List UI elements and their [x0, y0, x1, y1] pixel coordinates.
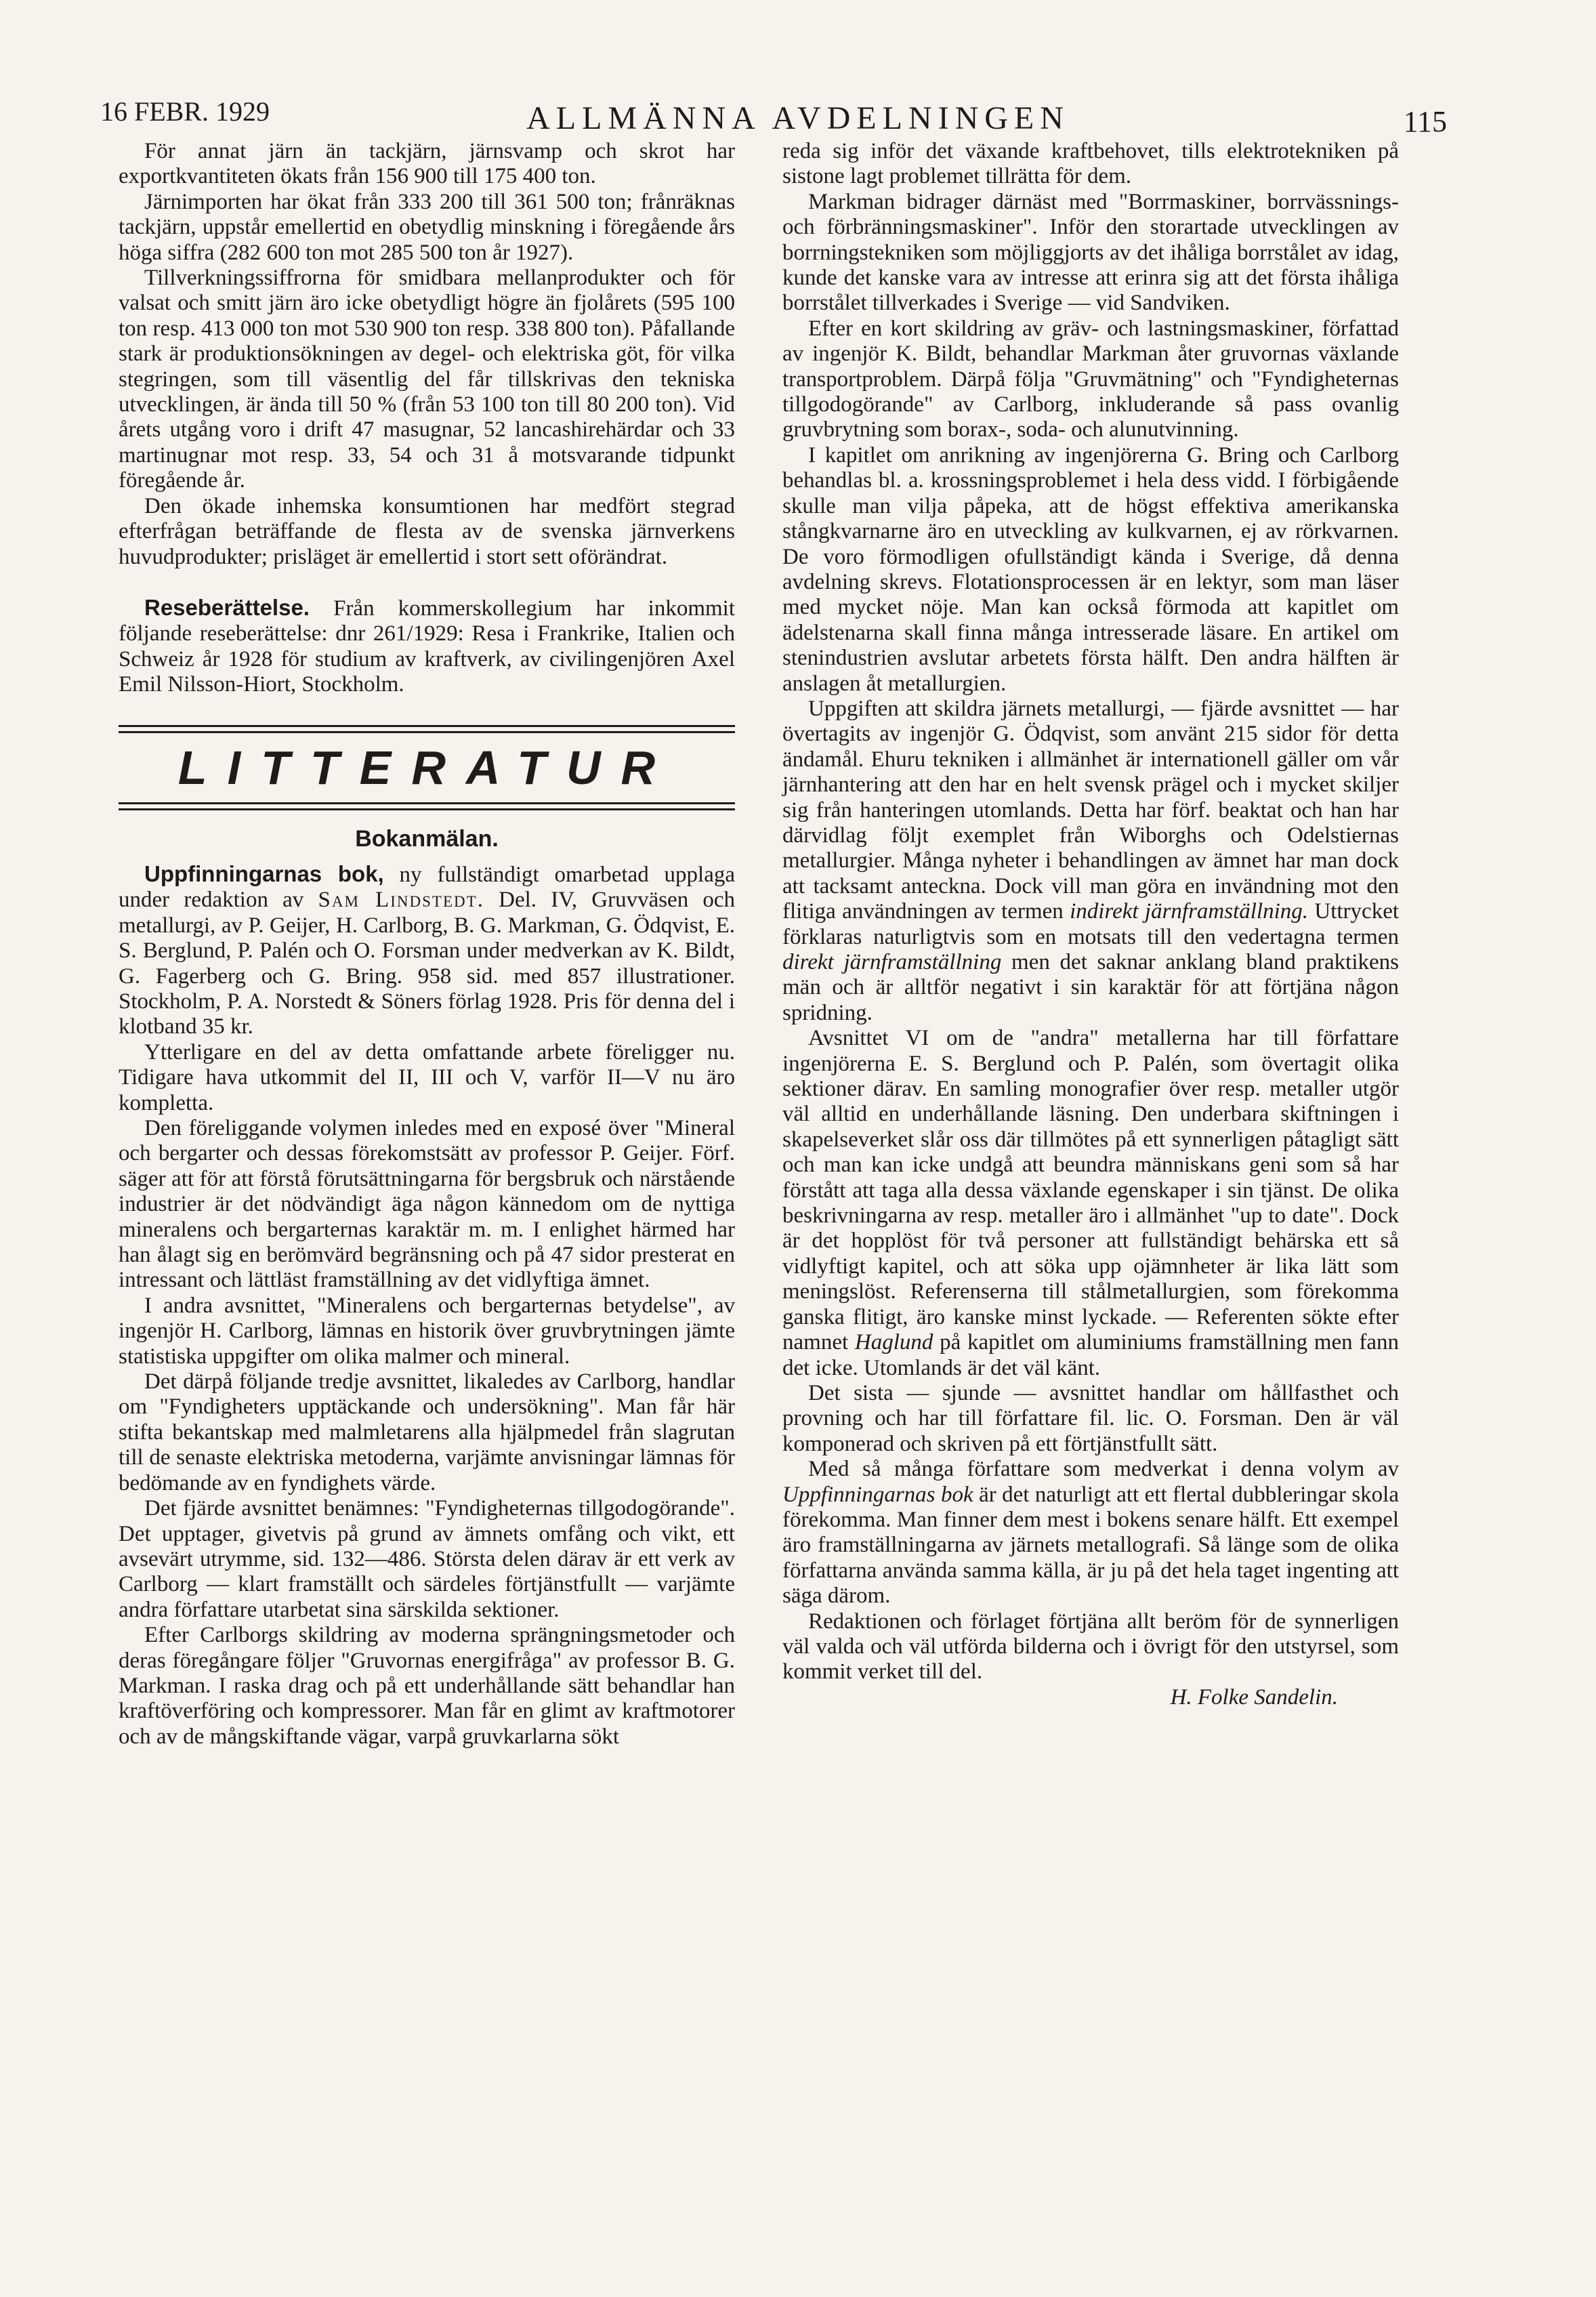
reseberattelse-text: Från kommerskollegium har inkommit följande reseberättelse: dnr 261/1929: Resa i Frankrike, Italien och Schweiz år 1928 för studium av kraftverk, av civilingenjören Axel Emil Nilsson-Hiort, Stockholm. — [119, 596, 736, 697]
paragraph — [782, 697, 1399, 1026]
reseberattelse-heading: Reseberättelse. — [144, 594, 310, 620]
paragraph: För annat järn än tackjärn, järnsvamp och skrot har exportkvantiteten ökats från 156 900 till 175 400 ton. — [119, 139, 735, 189]
paragraph: Efter Carlborgs skildring av moderna sprängningsmetoder och deras föregångare följer "Gruvornas energifråga" av professor B. G. Markman. I raska drag och på ett underhållande sätt behandlar han kraftöverföring och kompressorer. Man får en glimt av kraftmotorer och av de mångskiftande vägar, varpå gruvkarlarna sökt — [119, 1623, 735, 1749]
paragraph: reda sig inför det växande kraftbehovet, tills elektrotekniken på sistone lagt problemet tillrätta för dem. — [782, 139, 1399, 189]
paragraph: Efter en kort skildring av gräv- och lastningsmaskiner, författad av ingenjör K. Bildt, behandlar Markman åter gruvornas växlande transportproblem. Därpå följa "Gruvmätning" och "Fyndigheternas tillgodogörande" av Carlborg, inkluderande så pass ovanlig gruvbrytning som borax-, soda- och alunutvinning. — [782, 316, 1399, 442]
page-number: 115 — [1403, 105, 1447, 138]
book-citation-text: ny fullständigt omarbetad upplaga under redaktion av — [119, 862, 736, 913]
book-title: Uppfinningarnas bok, — [144, 861, 384, 886]
paragraph — [782, 1457, 1399, 1609]
paragraph: I kapitlet om anrikning av ingenjörerna G. Bring och Carlborg behandlas bl. a. krossningsproblemet i hela dess vidd. I förbigående skulle man vilja påpeka, att de högst effektiva amerikanska stångkvarnarne äro en utveckling av kulkvarnen, ej av rörkvarnen. De voro förmodligen ofullständigt kända i Sverige, då denna avdelning skrevs. Flotationsprocessen är en lektyr, som man läser med mycket nöje. Man kan också förmoda att kapitlet om ädelstenarna skall finna många intresserade läsare. En artikel om stenindustrien avslutar arbetets första hälft. Den andra hälften är anslagen åt metallurgien. — [782, 442, 1399, 696]
text-run: Med så många författare som medverkat i denna volym av — [808, 1457, 1399, 1482]
paragraph: I andra avsnittet, "Mineralens och bergarternas betydelse", av ingenjör H. Carlborg, lämnas en historik över gruvbrytningen jämte statistiska uppgifter om olika malmer och mineral. — [119, 1293, 735, 1369]
rule-divider — [119, 802, 735, 804]
paragraph: Den ökade inhemska konsumtionen har medfört stegrad efterfrågan beträffande de flesta av de svenska järnverkens huvudprodukter; prisläget är emellertid i stort sett oförändrat. — [119, 493, 735, 569]
running-title: ALLMÄNNA AVDELNINGEN — [526, 100, 1070, 136]
paragraph: Redaktionen och förlaget förtjäna allt beröm för de synnerligen väl valda och väl utförda bilderna och i övrigt för den utstyrsel, som kommit verket till del. — [782, 1609, 1399, 1684]
text-run: är det naturligt att ett flertal dubbleringar skola förekomma. Man finner dem mest i bokens senare hälft. Ett exempel äro framställningarna av järnets metallografi. Så länge som de olika författarna använda samma källa, är ju på det hela taget ingenting att säga därom. — [782, 1482, 1400, 1609]
paragraph: Det fjärde avsnittet benämnes: "Fyndigheternas tillgodogörande". Det upptager, givetvis på grund av ämnets omfång och vikt, ett avsevärt utrymme, sid. 132—486. Största delen därav är ett verk av Carlborg — klart framställt och särdeles förtjänstfullt — varjämte andra författare utarbetat sina särskilda sektioner. — [119, 1496, 735, 1622]
paragraph: Det sista — sjunde — avsnittet handlar om hållfasthet och provning och har till författare fil. lic. O. Forsman. Den är väl komponerad och skriven på ett förtjänstfullt sätt. — [782, 1380, 1399, 1456]
bokanmalan-heading: Bokanmälan. — [355, 825, 499, 852]
paragraph: Järnimporten har ökat från 333 200 till 361 500 ton; frånräknas tackjärn, uppstår emellertid en obetydlig minskning i föregående års höga siffra (282 600 ton mot 285 500 ton år 1927). — [119, 189, 735, 265]
book-editor: Sam Lindstedt. — [318, 888, 484, 913]
text-run: men det saknar anklang bland praktikens män och är alltför negativt i sin karaktär för att förtjäna någon spridning. — [782, 950, 1400, 1025]
reviewer-signature: H. Folke Sandelin. — [1170, 1684, 1338, 1710]
text-run: Uppgiften att skildra järnets metallurgi, — fjärde avsnittet — har övertagits av ingenjör G. Ödqvist, som använt 215 sidor för detta ändamål. Ehuru tekniken i allmänhet är internationell gäller om vår järnhantering att den har en helt svensk prägel och i mycket skiljer sig från hanteringen utomlands. Detta har förf. beaktat och han har därvidlag följt exemplet från Wiborghs och Odelstiernas metallurgier. Många nyheter i behandlingen av ämnet har man dock att tacksamt anteckna. Dock vill man göra en invändning mot den flitiga användningen av termen — [782, 696, 1399, 924]
left-column — [119, 139, 735, 1750]
litteratur-section-header — [119, 725, 735, 810]
italic-name: Haglund — [854, 1330, 933, 1355]
book-citation-details: Del. IV, Gruvväsen och metallurgi, av P. Geijer, H. Carlborg, B. G. Markman, G. Ödqvist, E. S. Berglund, P. Palén och O. Forsman under medverkan av K. Bildt, G. Fagerberg och G. Bring. 958 sid. med 857 illustrationer. Stockholm, P. A. Norstedt & Söners förlag 1928. Pris för denna del i klotband 35 kr. — [119, 888, 736, 1039]
paragraph: Tillverkningssiffrorna för smidbara mellanprodukter och för valsat och smitt järn äro icke obetydligt högre än fjolårets (595 100 ton resp. 413 000 ton mot 530 900 ton resp. 338 800 ton). Påfallande stark är produktionsökningen av degel- och elektriska göt, för vilka stegringen, som till väsentlig del får tillskrivas den tekniska utvecklingen, är ända till 50 % (från 53 100 ton till 80 200 ton). Vid årets utgång voro i drift 47 masugnar, 52 lancashirehärdar och 33 martinugnar mot resp. 33, 54 och 31 å motsvarande tidpunkt föregående år. — [119, 266, 735, 493]
paragraph: Ytterligare en del av detta omfattande arbete föreligger nu. Tidigare hava utkommit del II, III och V, varför II—V nu äro kompletta. — [119, 1039, 735, 1115]
paragraph — [782, 1026, 1399, 1381]
rule-divider — [119, 808, 735, 810]
reseberattelse-paragraph — [119, 595, 735, 698]
italic-term: direkt järnframställning — [782, 950, 1002, 974]
text-run: på kapitlet om aluminiums framställning men fann det icke. Utomlands är det väl känt. — [782, 1330, 1400, 1380]
paragraph: Det därpå följande tredje avsnittet, likaledes av Carlborg, handlar om "Fyndigheters upptäckande och undersökning". Man får här stifta bekantskap med malmletarens alla hjälpmedel från slagrutan till de senaste elektriska metoderna, varjämte anvisningar lämnas för bedömande av en fyndighets värde. — [119, 1369, 735, 1495]
italic-book-title: Uppfinningarnas bok — [782, 1482, 973, 1507]
page-date: 16 FEBR. 1929 — [100, 96, 270, 127]
right-column — [782, 139, 1399, 1710]
paragraph: Markman bidrager därnäst med "Borrmaskiner, borrvässnings- och förbränningsmaskiner". Inför den storartade utvecklingen av borrningstekniken som möjliggjorts av det ihåliga borrstålet av idag, kunde det kanske vara av intresse att erinra sig att det första ihåliga borrstålet tillverkades i Sverige — vid Sandviken. — [782, 189, 1399, 316]
rule-divider — [119, 725, 735, 727]
text-run: Uttrycket förklaras naturligtvis som en motsats till den vedertagna termen — [782, 899, 1400, 949]
rule-divider — [119, 731, 735, 733]
book-citation — [119, 861, 735, 1040]
section-title: LITTERATUR — [177, 741, 676, 794]
paragraph: Den föreliggande volymen inledes med en exposé över "Mineral och bergarter och dessas förekomstsätt av professor P. Geijer. Förf. säger att för att förstå förutsättningarna för bergsbruk och närstående industrier är det nödvändigt äga någon kännedom om de nyttiga mineralens och bergarternas karaktär m. m. I enlighet härmed har han ålagt sig en berömvärd begränsning och på 47 sidor presterat en intressant och lättläst framställning av det vidlyftiga ämnet. — [119, 1116, 735, 1293]
text-run: Avsnittet VI om de "andra" metallerna har till författare ingenjörerna E. S. Berglund och P. Palén, som övertagit olika sektioner därav. En samling monografier över resp. metaller utgör väl alltid en underhållande läsning. Den underbara skiftningen i skapelseverket slår oss där tillmötes på ett synnerligen påtagligt sätt och man kan icke undgå att beundra människans geni som så har förstått att taga alla dessa växlande egenskaper i sin tjänst. De olika beskrivningarna av resp. metaller äro i allmänhet "up to date". Dock är det hopplöst för två personer att fullständigt behärska ett så vidlyftigt kapitel, och att söka upp ojämnheter är lika lätt som meningslöst. Referenserna till stålmetallurgien, som förekomma ganska flitigt, äro kanske minst lyckade. — Referenten sökte efter namnet — [782, 1026, 1399, 1355]
italic-term: indirekt järnframställning. — [1070, 899, 1309, 924]
